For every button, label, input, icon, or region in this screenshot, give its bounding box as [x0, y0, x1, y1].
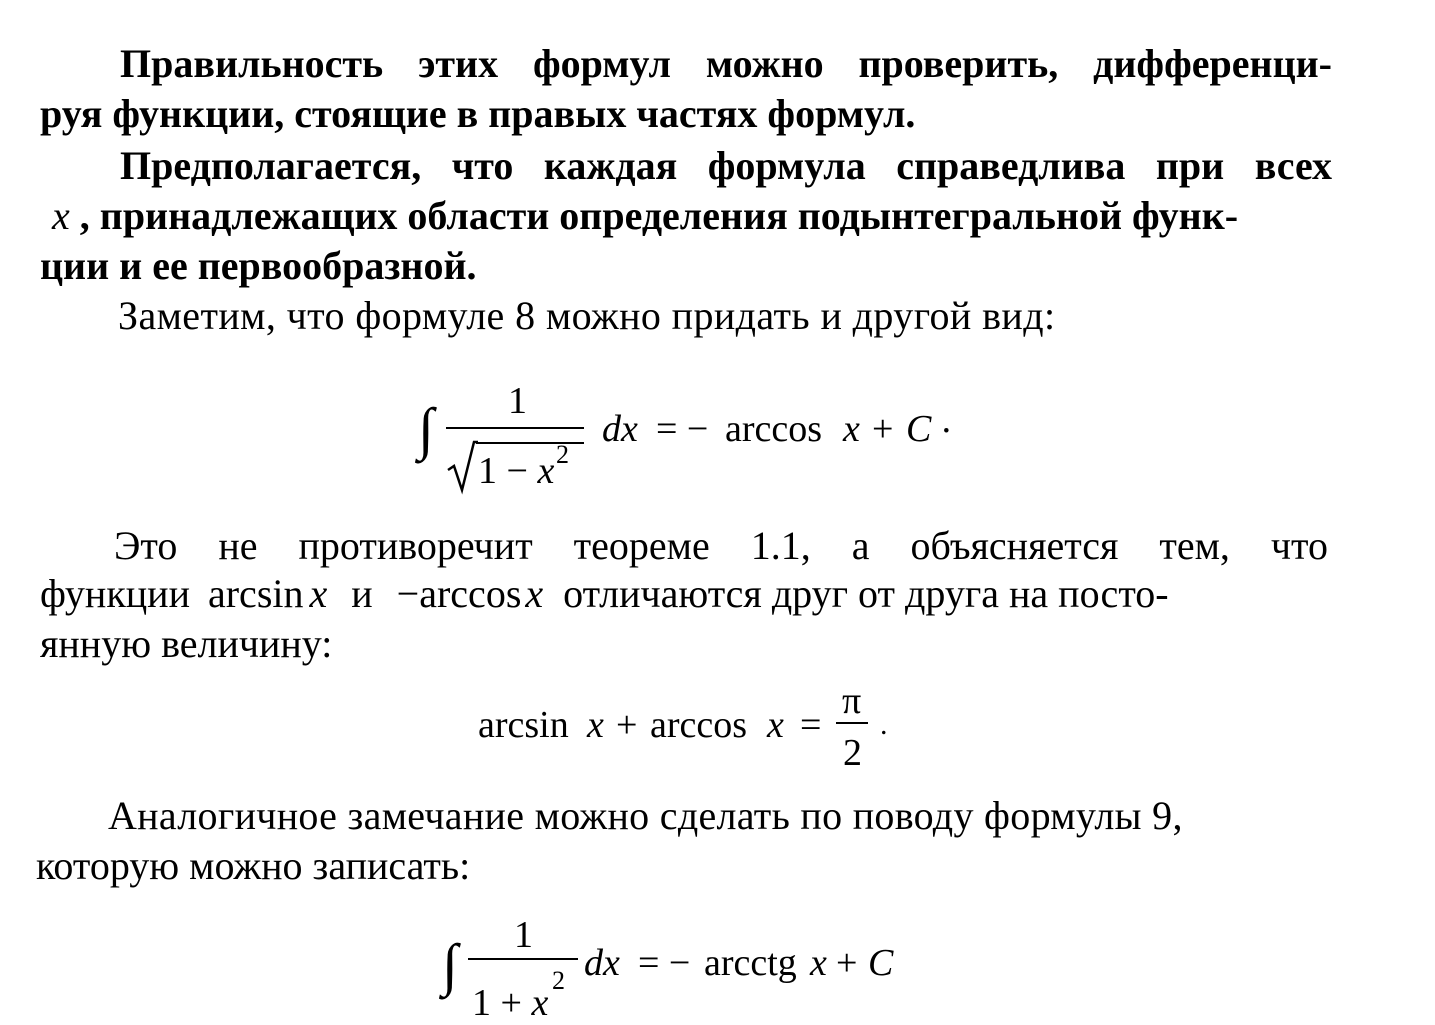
paragraph-4-text-c: отличаются друг от друга на посто-: [563, 571, 1169, 616]
variable-x: x: [52, 193, 70, 238]
formula-2-function-1: arcsin: [478, 704, 569, 746]
formula-3-plus: +: [836, 942, 858, 984]
formula-2-denominator: 2: [843, 732, 862, 774]
paragraph-4-text-a: функции: [40, 571, 190, 616]
formula-1-equals: = −: [656, 408, 709, 450]
formula-3-function: arcctg: [704, 942, 797, 984]
radicand-variable: x: [537, 450, 555, 492]
formula-3-denominator: [472, 984, 548, 1022]
formula-3-fraction-bar: [468, 958, 578, 960]
formula-1-end-mark: ·: [940, 410, 953, 452]
paragraph-1-line-2: руя функции, стоящие в правых частях формул.: [40, 91, 916, 136]
formula-3-exponent: 2: [552, 966, 565, 995]
paragraph-5-line-2: которую можно записать:: [36, 843, 471, 888]
formula-2-variable-1: x: [587, 704, 604, 746]
formula-2-end-mark: .: [880, 708, 888, 741]
denominator-text: 1 +: [472, 982, 532, 1024]
formula-1-exponent: 2: [556, 440, 569, 469]
paragraph-2-line-3: ции и ее первообразной.: [40, 243, 477, 288]
formula-2-equals: =: [800, 704, 822, 746]
paragraph-2-line-2-text: , принадлежащих области определения подынтегральной функ-: [79, 193, 1239, 238]
paragraph-4-text-b: и: [351, 571, 373, 616]
formula-2-function-2: arccos: [650, 704, 748, 746]
arcsin-function: arcsin: [207, 571, 304, 616]
formula-2-plus: +: [616, 704, 638, 746]
integral-sign: ∫: [418, 396, 434, 461]
integral-sign: ∫: [442, 932, 458, 997]
formula-2-variable-2: x: [767, 704, 784, 746]
paragraph-1-line-1: Правильность этих формул можно проверить, дифференци-: [120, 41, 1332, 86]
formula-3-equals: = −: [638, 942, 691, 984]
formula-1-plus: +: [872, 408, 894, 450]
paragraph-3-line-1: Заметим, что формуле 8 можно придать и другой вид:: [118, 293, 1056, 338]
paragraph-2-line-1: Предполагается, что каждая формула справедлива при всех: [120, 143, 1332, 188]
paragraph-5-line-1: Аналогичное замечание можно сделать по поводу формулы 9,: [108, 793, 1183, 838]
formula-2-numerator-pi: π: [842, 680, 862, 722]
paragraph-4-line-1: Это не противоречит теореме 1.1, а объясняется тем, что: [114, 523, 1328, 568]
formula-1-variable: x: [843, 408, 860, 450]
formula-3-constant: C: [868, 942, 894, 984]
radicand-text: 1 −: [478, 450, 538, 492]
paragraph-4-line-3: янную величину:: [40, 621, 333, 666]
formula-1-constant: C: [906, 408, 932, 450]
denominator-variable: x: [531, 982, 549, 1024]
formula-1-dx: dx: [602, 408, 638, 450]
arcsin-variable: x: [309, 571, 328, 616]
formula-3-dx: dx: [584, 942, 620, 984]
formula-1-numerator: 1: [508, 380, 527, 422]
arccos-function: −arccos: [396, 571, 522, 616]
arccos-variable: x: [525, 571, 544, 616]
formula-3-variable: x: [810, 942, 827, 984]
formula-1-function: arccos: [725, 408, 823, 450]
formula-3-numerator: 1: [514, 914, 533, 956]
